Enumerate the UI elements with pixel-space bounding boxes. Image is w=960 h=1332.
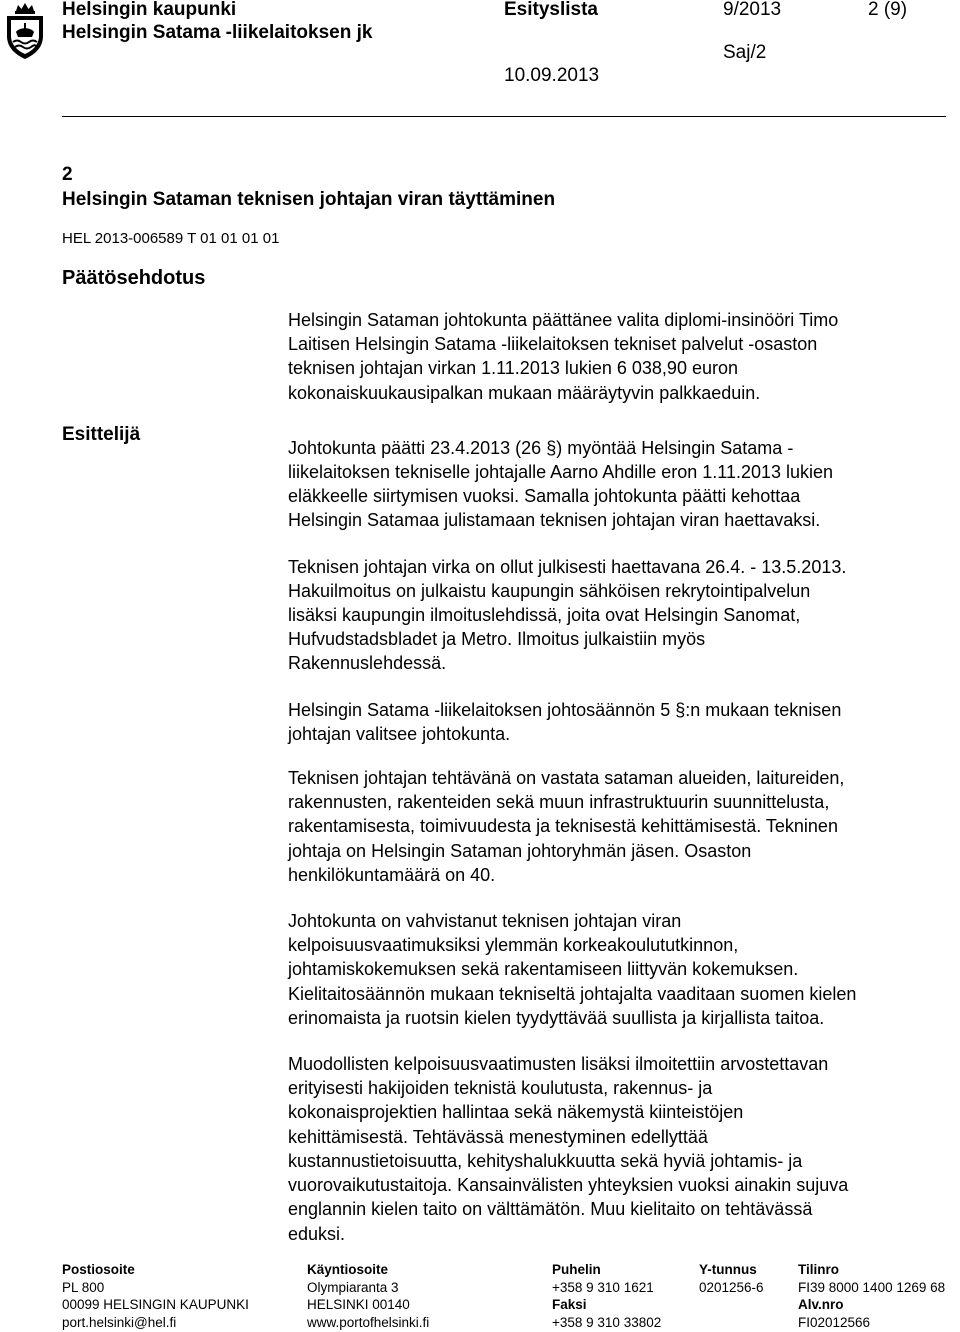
agenda-number: 9/2013: [723, 0, 782, 20]
diary-number: HEL 2013-006589 T 01 01 01 01: [62, 230, 280, 247]
proposal-heading: Päätösehdotus: [62, 267, 206, 289]
paragraph: Helsingin Satama -liikelaitoksen johtosäännön 5 §:n mukaan teknisen johtajan valitsee johtokunta.: [288, 699, 842, 744]
footer-vat-value: FI02012566: [798, 1314, 871, 1330]
page-footer: [62, 1261, 952, 1331]
footer-phone-heading: Puhelin: [552, 1262, 601, 1277]
paragraph: Johtokunta päätti 23.4.2013 (26 §) myöntää Helsingin Satama - liikelaitoksen tekniselle johtajalle Aarno Ahdille eron 1.11.2013 lukien eläkkeelle siirtymisen vuoksi. Samalla johtokunta päätti kehottaa Helsingin Satamaa julistamaan teknisen johtajan viran haettavaksi.: [288, 437, 834, 531]
footer-fax-heading: Faksi: [552, 1297, 587, 1312]
paragraph: Helsingin Sataman johtokunta päättänee valita diplomi-insinööri Timo Laitisen Helsingin Satama -liikelaitoksen tekniset palvelut -osaston teknisen johtajan virkan 1.11.2013 lukien 6 038,90 euron kokonaiskuukausipalkan mukaan määräytyvin palkkaeduin.: [288, 310, 839, 403]
paragraph: Teknisen johtajan virka on ollut julkisesti haettavana 26.4. - 13.5.2013. Hakuilmoitus on julkaistu kaupungin sähköisen rekrytointipalvelun lisäksi kaupungin ilmoituslehdissä, joita ovat Helsingin Sanomat, Hufvudstadsbladet ja Metro. Ilmoitus julkaistiin myös Rakennuslehdessä.: [288, 556, 847, 674]
footer-account-heading: Tilinro: [798, 1262, 840, 1277]
footer-fax-value: +358 9 310 33802: [552, 1314, 662, 1330]
footer-vat-heading: Alv.nro: [798, 1297, 844, 1312]
presenter-label: Esittelijä: [62, 424, 141, 445]
footer-account: [798, 1261, 945, 1331]
footer-postal-line: PL 800: [62, 1279, 105, 1295]
footer-phone: [552, 1261, 661, 1331]
document-type: Esityslista: [504, 0, 598, 20]
footer-postal-heading: Postiosoite: [62, 1262, 135, 1277]
item-title: Helsingin Sataman teknisen johtajan viran täyttäminen: [62, 189, 556, 210]
meeting-date: 10.09.2013: [504, 65, 600, 86]
header-divider: [62, 116, 946, 117]
footer-visiting-heading: Käyntiosoite: [307, 1262, 389, 1277]
item-reference: Saj/2: [723, 42, 767, 63]
organization-name: Helsingin kaupunki: [62, 0, 237, 20]
paragraph: Teknisen johtajan tehtävänä on vastata sataman alueiden, laitureiden, rakennusten, rakenteiden sekä muun infrastruktuurin suunnittelusta, rakentamisesta, toimivuudesta ja teknisestä kehittämisestä. Tekninen johtaja on Helsingin Sataman johtoryhmän jäsen. Osaston henkilökuntamäärä on 40.: [288, 768, 845, 885]
footer-visiting-line: Olympiaranta 3: [307, 1279, 399, 1295]
footer-account-value: FI39 8000 1400 1269 68: [798, 1279, 946, 1295]
footer-website-link[interactable]: www.portofhelsinki.fi: [307, 1314, 430, 1330]
footer-phone-value: +358 9 310 1621: [552, 1279, 654, 1295]
paragraph: Muodollisten kelpoisuusvaatimusten lisäksi ilmoitettiin arvostettavan erityisesti hakijoiden teknistä koulutusta, rakennus- ja kokonaisprojektien hallintaa sekä näkemystä kiinteistöjen kehittämisestä. Tehtävässä menestyminen edellyttää kustannustietoisuutta, kehityshalukkuutta sekä hyviä johtamis- ja vuorovaikutustaitoja. Kansainvälisten yhteyksien vuoksi ainakin sujuva englannin kielen taito on välttämätön. Muu kielitaito on tehtävässä eduksi.: [288, 1054, 849, 1244]
footer-visiting-line: HELSINKI 00140: [307, 1297, 410, 1312]
footer-email-link[interactable]: port.helsinki@hel.fi: [62, 1314, 177, 1330]
page-number: 2 (9): [868, 0, 908, 20]
footer-business-id-heading: Y-tunnus: [699, 1262, 757, 1277]
footer-visiting-address: [307, 1261, 429, 1331]
helsinki-crest-logo: [3, 2, 47, 60]
footer-business-id: [699, 1261, 764, 1296]
paragraph: Johtokunta on vahvistanut teknisen johtajan viran kelpoisuusvaatimuksiksi ylemmän korkeakoulututkinnon, johtamiskokemuksen sekä rakentamiseen liittyvän kokemuksen. Kielitaitosäännön mukaan tekniseltä johtajalta vaaditaan suomen kielen erinomaista ja ruotsin kielen tyydyttävää suullista ja kirjallista taitoa.: [288, 911, 857, 1028]
footer-postal-line: 00099 HELSINGIN KAUPUNKI: [62, 1297, 249, 1312]
unit-name: Helsingin Satama -liikelaitoksen jk: [62, 22, 373, 43]
proposal-body: [288, 308, 948, 1246]
item-number: 2: [62, 164, 73, 185]
footer-postal-address: [62, 1261, 249, 1331]
footer-business-id-value: 0201256-6: [699, 1279, 764, 1295]
